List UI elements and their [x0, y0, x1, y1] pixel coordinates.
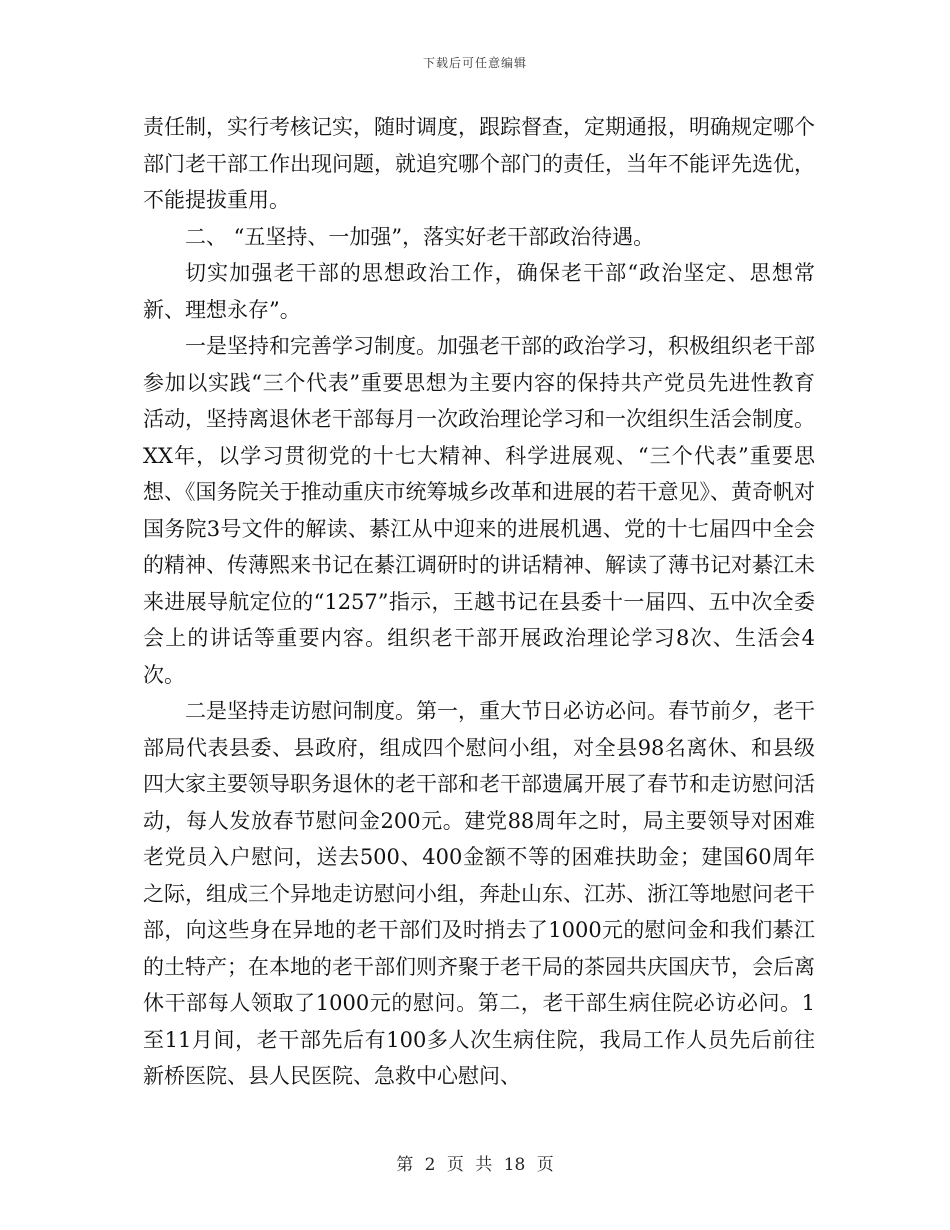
page-header: 下载后可任意编辑 — [422, 56, 527, 70]
paragraph-2: 二、 “五坚持、一加强”，落实好老干部政治待遇。 — [185, 224, 655, 249]
paragraph-1: 责任制，实行考核记实，随时调度，跟踪督查，定期通报，明确规定哪个部门老干部工作出现问题，就追究哪个部门的责任，当年不能评先选优，不能提拔重用。 — [143, 115, 815, 212]
paragraph-5: 二是坚持走访慰问制度。第一，重大节日必访必问。春节前夕，老干部局代表县委、县政府，组成四个慰问小组，对全县98名离休、和县级四大家主要领导职务退休的老干部和老干部遗属开展了春节和走访慰问活动，每人发放春节慰问金200元。建党88周年之时，局主要领导对困难老党员入户慰问，送去500、400金额不等的困难扶助金；建国60周年之际，组成三个异地走访慰问小组，奔赴山东、江苏、浙江等地慰问老干部，向这些身在异地的老干部们及时捎去了1000元的慰问金和我们綦江的土特产；在本地的老干部们则齐聚于老干局的茶园共庆国庆节，会后离休干部每人领取了1000元的慰问。第二，老干部生病住院必访必问。1至11月间，老干部先后有100多人次生病住院，我局工作人员先后前往新桥医院、县人民医院、急救中心慰问、 — [143, 699, 815, 1088]
paragraph-4: 一是坚持和完善学习制度。加强老干部的政治学习，积极组织老干部参加以实践“三个代表”重要思想为主要内容的保持共产党员先进性教育活动，坚持离退休老干部每月一次政治理论学习和一次组织生活会制度。XX年，以学习贯彻党的十七大精神、科学进展观、“三个代表”重要思想、《国务院关于推动重庆市统筹城乡改革和进展的若干意见》、黄奇帆对国务院3号文件的解读、綦江从中迎来的进展机遇、党的十七届四中全会的精神、传薄熙来书记在綦江调研时的讲话精神、解读了薄书记对綦江未来进展导航定位的“1257”指示，王越书记在县委十一届四、五中次全委会上的讲话等重要内容。组织老干部开展政治理论学习8次、生活会4次。 — [143, 334, 815, 687]
paragraph-3: 切实加强老干部的思想政治工作，确保老干部“政治坚定、思想常新、理想永存”。 — [143, 261, 815, 322]
document-body — [143, 109, 815, 1095]
page-footer: 第 2 页 共 18 页 — [396, 1155, 554, 1175]
